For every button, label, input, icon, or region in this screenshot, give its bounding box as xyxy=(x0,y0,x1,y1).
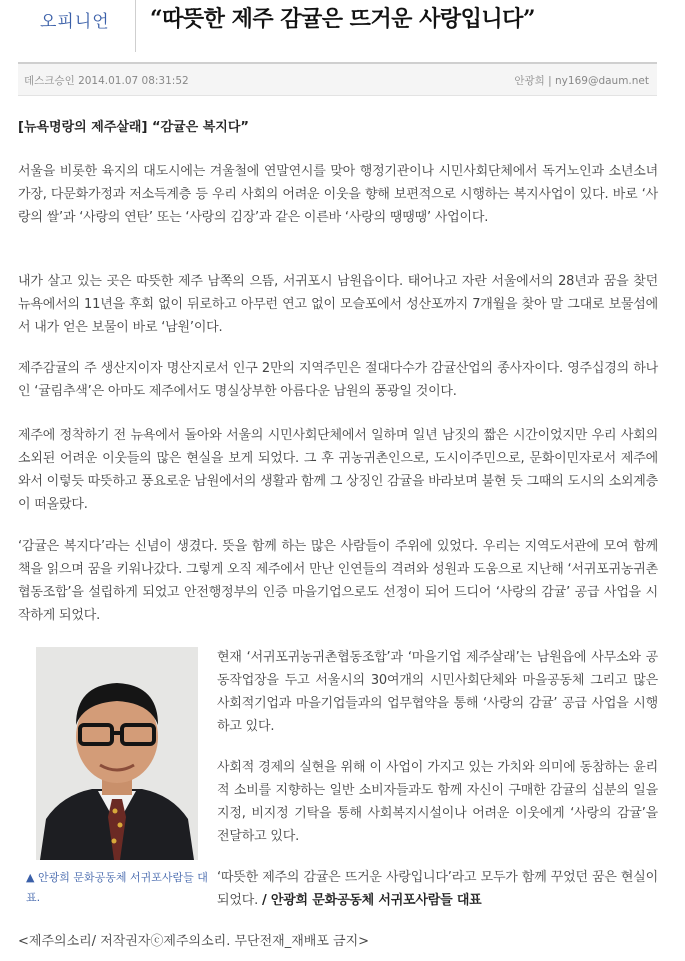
article-paragraph: 사회적 경제의 실현을 위해 이 사업이 가지고 있는 가치와 의미에 동참하는 윤리적 소비를 지향하는 일반 소비자들과도 함께 자신이 구매한 감귤의 십분의 일을 지정, 비지정 기탁을 통해 사회복지시설이나 어려운 이웃에게 ‘사랑의 감귤’을 전달하고 있다. xyxy=(217,760,658,844)
meta-right xyxy=(514,64,649,98)
article-paragraph: 내가 살고 있는 곳은 따뜻한 제주 남쪽의 으뜸, 서귀포시 남원읍이다. 태어나고 자란 서울에서의 28년과 꿈을 찾던 뉴욕에서의 11년을 후회 없이 뒤로하고 아무런 연고 없이 모슬포에서 성산포까지 7개월을 찾아 말 그대로 보물섬에서 내가 얻은 보물이 바로 ‘남원’이다. xyxy=(18,274,658,335)
article-paragraph: 서울을 비롯한 육지의 대도시에는 겨울철에 연말연시를 맞아 행정기관이나 시민사회단체에서 독거노인과 소년소녀가장, 다문화가정과 저소득계층 등 우리 사회의 어려운 이웃을 향해 보편적으로 시행하는 복지사업이 있다. 바로 ‘사랑의 쌀’과 ‘사랑의 연탄’ 또는 ‘사랑의 김장’과 같은 이른바 ‘사랑의 땡땡땡’ 사업이다. xyxy=(18,164,658,225)
meta-left xyxy=(24,64,189,98)
article-paragraph: ‘감귤은 복지다’라는 신념이 생겼다. 뜻을 함께 하는 많은 사람들이 주위에 있었다. 우리는 지역도서관에 모여 함께 책을 읽으며 꿈을 키워나갔다. 그렇게 오직 제주에서 만난 인연들의 격려와 성원과 도움으로 지난해 ‘서귀포귀농귀촌협동조합’을 설립하게 되었고 안전행정부의 인증 마을기업으로도 선정이 되어 드디어 ‘사랑의 감귤’ 공급 사업을 시작하게 되었다. xyxy=(18,539,658,623)
closing-text: ‘따뜻한 제주의 감귤은 뜨거운 사랑입니다’라고 모두가 함께 꾸었던 꿈은 현실이 되었다. xyxy=(217,870,658,908)
article-paragraph: 현재 ‘서귀포귀농귀촌협동조합’과 ‘마을기업 제주살래’는 남원읍에 사무소와 공동작업장을 두고 서울시의 30여개의 시민사회단체와 마을공동체 그리고 많은 사회적기업과 마을기업들과의 업무협약을 통해 ‘사랑의 감귤’ 공급 사업을 시행하고 있다. xyxy=(217,650,658,734)
author-name[interactable]: 안광희 xyxy=(514,75,545,87)
author-portrait-illustration xyxy=(36,647,198,860)
meta-separator: | xyxy=(548,75,556,87)
author-photo xyxy=(36,647,198,860)
author-email[interactable]: ny169@daum.net xyxy=(555,75,649,87)
photo-caption: ▲ 안광희 문화공동체 서귀포사람들 대표. xyxy=(26,871,208,904)
article-paragraph: 제주에 정착하기 전 뉴욕에서 돌아와 서울의 시민사회단체에서 일하며 일년 남짓의 짧은 시간이었지만 우리 사회의 소외된 어려운 이웃들의 많은 현실을 보게 되었다. 그 후 귀농귀촌인으로, 도시이주민으로, 문화이민자로서 제주에 와서 이렇듯 따뜻하고 풍요로운 남원에서의 생활과 함께 그 상징인 감귤을 바라보며 불현 듯 그때의 도시의 소외계층이 떠올랐다. xyxy=(18,428,658,512)
article-meta-bar xyxy=(18,62,657,96)
publish-date: 2014.01.07 xyxy=(78,75,139,87)
section-tag[interactable]: 오피니언 xyxy=(18,0,136,52)
article-subtitle: [뉴욕명랑의 제주살래] “감귤은 복지다” xyxy=(18,120,249,135)
copyright-notice: <제주의소리/ 저작권자ⓒ제주의소리. 무단전재_재배포 금지> xyxy=(18,934,370,949)
article-byline: / 안광희 문화공동체 서귀포사람들 대표 xyxy=(261,893,482,908)
article-headline: “따뜻한 제주 감귤은 뜨거운 사랑입니다” xyxy=(150,6,535,32)
desk-approval-label: 데스크승인 xyxy=(24,75,75,87)
publish-time: 08:31:52 xyxy=(141,75,189,87)
article-closing-paragraph xyxy=(217,866,658,912)
article-paragraph: 제주감귤의 주 생산지이자 명산지로서 인구 2만의 지역주민은 절대다수가 감귤산업의 종사자이다. 영주십경의 하나인 ‘귤림추색’은 아마도 제주에서도 명실상부한 아름다운 남원의 풍광일 것이다. xyxy=(18,361,658,399)
